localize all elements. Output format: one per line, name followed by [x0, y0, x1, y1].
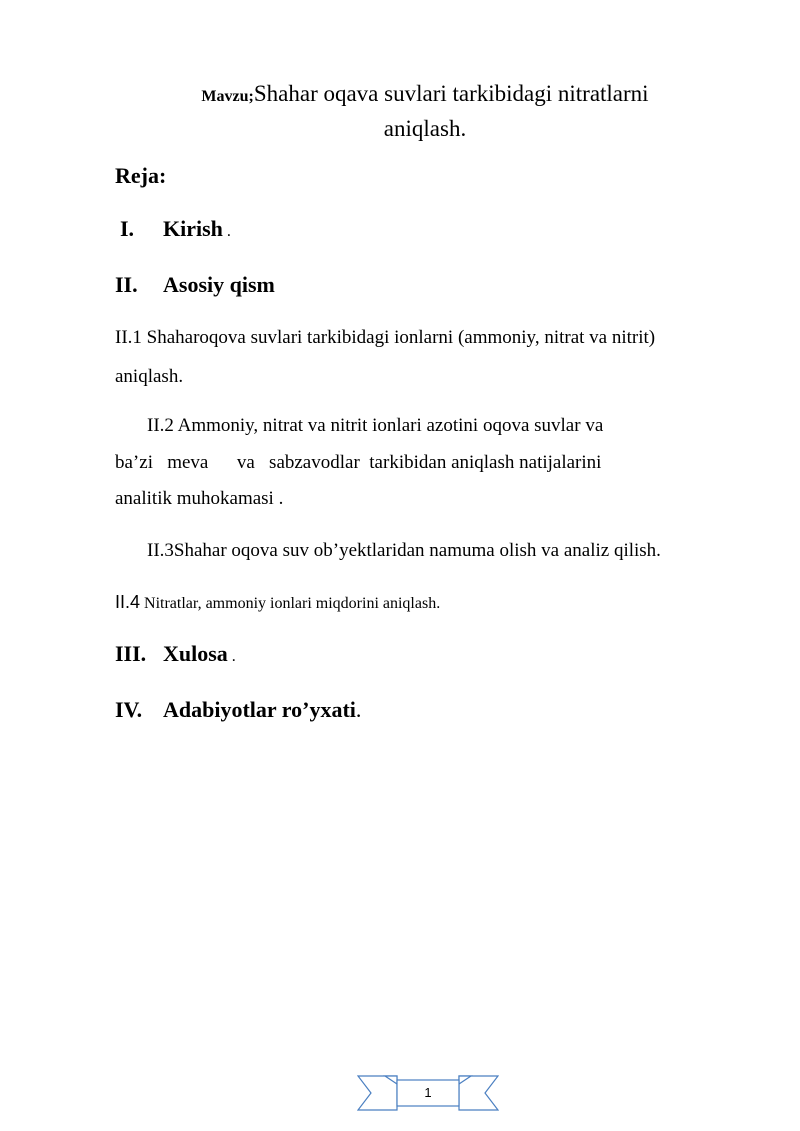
- section-adabiyotlar: [115, 697, 142, 723]
- section-number: II.: [115, 272, 138, 297]
- title-line1: Shahar oqava suvlari tarkibidagi nitratlarni: [253, 81, 649, 106]
- document-title: [115, 78, 735, 145]
- section-suffix: .: [355, 697, 362, 722]
- section-kirish: [120, 216, 134, 242]
- section-label: Asosiy qism: [163, 272, 275, 297]
- title-line2: aniqlash.: [383, 116, 467, 141]
- section-asosiy: [115, 272, 138, 298]
- section-label: Xulosa: [163, 641, 228, 666]
- section-number: III.: [115, 641, 147, 666]
- subsection-2-2-line1: II.2 Ammoniy, nitrat va nitrit ionlari azotini oqova suvlar va: [147, 415, 604, 436]
- section-xulosa: [115, 641, 146, 667]
- page-number: 1: [424, 1085, 432, 1100]
- title-prefix: Mavzu;: [201, 88, 254, 105]
- section-number: IV.: [115, 697, 143, 722]
- subsection-2-4: [115, 592, 440, 613]
- section-suffix: .: [227, 648, 236, 665]
- section-number: I.: [120, 216, 135, 241]
- subsection-number: II.4: [115, 592, 141, 612]
- section-label: Kirish: [163, 216, 223, 241]
- section-kirish-label: [163, 216, 231, 242]
- section-label: Adabiyotlar ro’yxati: [163, 697, 356, 722]
- subsection-2-1-line2: aniqlash.: [115, 366, 184, 387]
- section-suffix: .: [222, 223, 231, 240]
- subsection-2-3: II.3Shahar oqova suv ob’yektlaridan namuma olish va analiz qilish.: [147, 540, 661, 561]
- section-xulosa-label: [163, 641, 236, 667]
- subsection-2-2-line2: ba’zi meva va sabzavodlar tarkibidan aniqlash natijalarini: [115, 452, 602, 473]
- subsection-text: Nitratlar, ammoniy ionlari miqdorini aniqlash.: [140, 595, 441, 612]
- reja-heading: Reja:: [115, 163, 167, 188]
- subsection-2-2-line3: analitik muhokamasi .: [115, 488, 284, 509]
- section-adabiyotlar-label: [163, 697, 361, 723]
- section-asosiy-label: [163, 272, 275, 298]
- subsection-2-1-line1: II.1 Shaharoqova suvlari tarkibidagi ionlarni (ammoniy, nitrat va nitrit): [115, 327, 656, 348]
